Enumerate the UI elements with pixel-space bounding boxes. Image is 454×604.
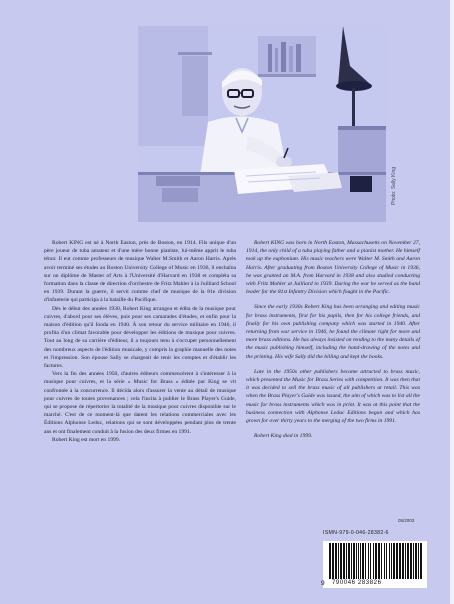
barcode-bar (405, 543, 406, 579)
barcode-bar (386, 543, 387, 579)
barcode-bar (362, 543, 364, 579)
barcode-bar (399, 543, 401, 579)
barcode-bar (396, 543, 398, 579)
barcode-bar (420, 543, 422, 579)
barcode-bar (418, 543, 419, 579)
edition-code: 05/2003 (398, 518, 415, 523)
portrait-photo (138, 26, 386, 222)
photo-illustration (138, 26, 386, 222)
barcode-bar (332, 543, 334, 579)
barcode-bar (378, 543, 380, 579)
barcode-bar (358, 543, 359, 579)
barcode-bar (402, 543, 404, 579)
barcode-bar (340, 543, 342, 579)
french-biography (44, 239, 236, 444)
english-biography (246, 239, 420, 447)
barcode-bar (356, 543, 357, 579)
barcode-bar (389, 543, 390, 579)
french-paragraph-2: Dès le début des années 1930, Robert King arrangea et édita de la musique pour cuivres, d'abord pour ses élèves, puis pour ses camarades d'études, et enfin pour la maison d'édition qu'il fonda en 1940. À son retour du service militaire en 1946, il profita d'un climat favorable pour développer les éditions de musique pour cuivres. Tout au long de sa carrière d'éditeur, il a toujours tenu à s'occuper personnellement des nombreux aspects de l'édition musicale, y compris la graphie manuelle des notes et l'impression. Son épouse Sally se chargeait de tenir les comptes et d'établir les factures. (44, 305, 236, 370)
barcode-bar (360, 543, 361, 579)
barcode-bar (391, 543, 392, 579)
photo-credit: Photo: Sally King (391, 166, 397, 205)
ismn-number: ISMN-979-0-046-28382-6 (323, 530, 389, 536)
barcode-bar (373, 543, 374, 579)
barcode-bar (335, 543, 337, 579)
barcode-bar (343, 543, 345, 579)
barcode-bar (370, 543, 371, 579)
barcode-lead-digit: 9 (321, 580, 325, 587)
barcode-bar (368, 543, 369, 579)
barcode-digits: 790046 283826 (332, 580, 382, 586)
french-paragraph-3: Vers la fin des années 1950, d'autres éditeurs commencèrent à s'intéresser à la musique pour cuivres, et la série « Music for Brass » éditée par King se vit confrontée à la concurrence. Il décida alors d'assurer la vente au détail de musique pour cuivres de toutes provenances ; cela l'incita à publier le Brass Player's Guide, qui se propose de répertorier la totalité de la musique pour cuivres disponible sur le marché. C'est de ce moment-là que datent les relations commerciales avec les Éditions Alphonse Leduc, relations qui se sont développées pendant plus de trente ans et ont finalement conduit à la fusion des deux firmes en 1991. (44, 371, 236, 435)
barcode-bar (365, 543, 366, 579)
barcode-bar (413, 543, 414, 579)
french-paragraph-1: Robert KING est né à North Easton, près de Boston, en 1914. Fils unique d'un père joueur de tuba amateur et d'une mère bonne pianiste, lui-même apprit le tuba ténor. Il eut comme professeurs de musique Walter M.Smith et Aaron Harris. Après avoir terminé ses études au Boston University College of Music en 1936, il enchaîna sur un diplôme de Master of Arts à l'Université d'Harvard en 1938 et compléta sa formation dans la classe de direction d'orchestre de Fritz Mahler à la Juilliard School en 1939. Durant la guerre, il servit comme chef de musique de la 81e division d'infanterie qui participa à la bataille du Pacifique. (44, 240, 236, 304)
barcode-bar (384, 543, 385, 579)
page-edge (450, 0, 454, 604)
barcode-bar (381, 543, 382, 579)
english-paragraph-3: Late in the 1950s other publishers became attracted to brass music, which presented the Music for Brass Series with competition. It was then that it was decided to sell the brass music of all publishers at retail. This was when the Brass Player's Guide was issued, the aim of which was to list all the music for brass instruments which was in print. It was at this point that the business connection with Alphonse Leduc Editions began and which has grown for over thirty years to the merging of the two firms in 1991. (246, 368, 420, 425)
barcode-bar (346, 543, 347, 579)
barcode-bar (407, 543, 409, 579)
barcode-bar (393, 543, 395, 579)
barcode-bar (338, 543, 339, 579)
french-paragraph-4: Robert King est mort en 1999. (52, 436, 121, 443)
barcode-bar (329, 543, 331, 579)
barcode-bar (375, 543, 377, 579)
barcode-bar (415, 543, 417, 579)
english-paragraph-2: Since the early 1930s Robert King has been arranging and editing music for brass instruments, first for his pupils, then for his college friends, and finally for his own publishing company which was started in 1940. After returning from war service in 1946, he found the climate right for more and more brass editions. He has always insisted on tending to the many details of the music publishing himself, including the hand-drawing of the notes and the printing. His wife Sally did the billing and kept the books. (246, 304, 420, 360)
barcode-bar (353, 543, 355, 579)
barcode-bar (351, 543, 352, 579)
barcode-bar (410, 543, 412, 579)
english-paragraph-1: Robert KING was born in North Easton, Massachusetts on November 27, 1914, the only child of a tuba playing father and a pianist mother. He himself took up the euphonium. His music teachers were Walter M. Smith and Aaron Harris. After graduating from Boston University College of Music in 1936, he was granted an M.A. from Harvard in 1938 and also studied conducting with Fritz Mahler at Juilliard in 1939. During the war he served as the band leader for the 81st Infantry Division which fought in the Pacific. (246, 240, 420, 296)
barcode-bar (348, 543, 350, 579)
english-paragraph-death: Robert King died in 1999. (254, 433, 313, 440)
